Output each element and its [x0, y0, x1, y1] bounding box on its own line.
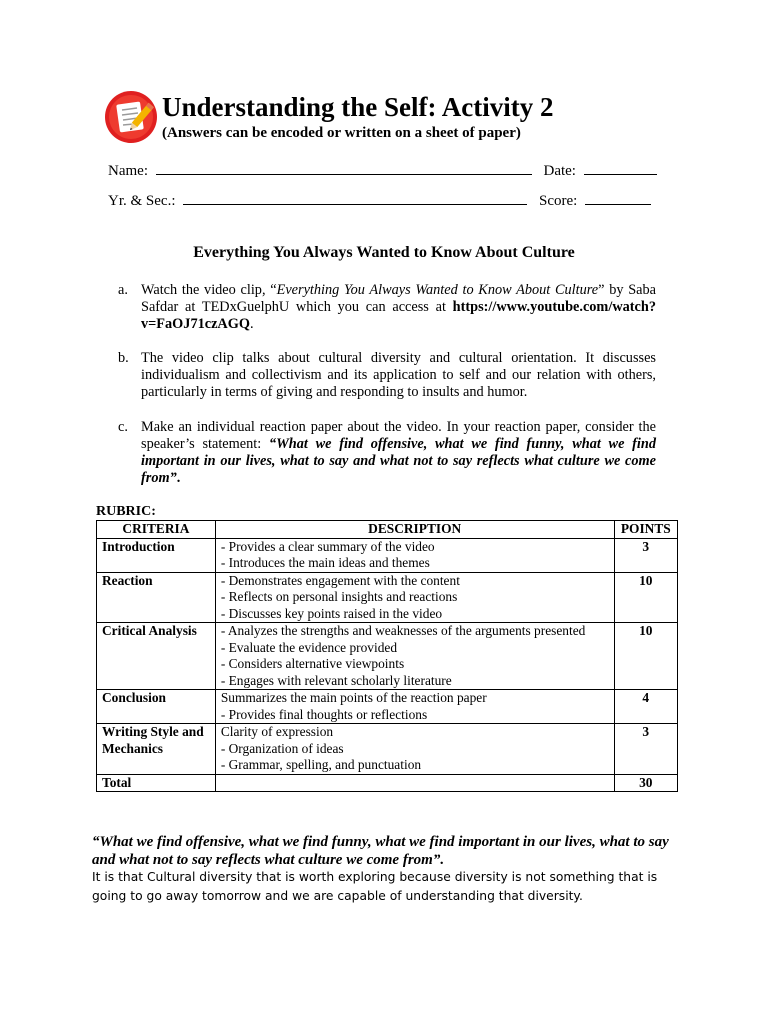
video-link[interactable]: https://www.youtube.com/watch?v=FaOJ71czAGQ [141, 299, 656, 332]
table-row [97, 690, 678, 724]
page-title: Understanding the Self: Activity 2 [162, 92, 554, 122]
video-title: Everything You Always Wanted to Know About Culture [276, 282, 599, 298]
rubric-table [96, 520, 678, 792]
column-header-points: POINTS [614, 521, 677, 539]
item-text: The video clip talks about cultural diversity and cultural orientation. It discusses individualism and collectivism and its application to self and our relation with others, particularly in terms of giving and responding to insults and humor. [141, 350, 656, 400]
rubric-label: RUBRIC: [96, 504, 156, 519]
points-cell: 3 [614, 724, 677, 775]
item-text [141, 282, 656, 333]
speaker-quote: “What we find offensive, what we find funny, what we find important in our lives, what to say and what not to say reflects what culture we come from” [141, 436, 656, 486]
description-line: - Provides a clear summary of the video [220, 538, 435, 554]
description-cell [215, 724, 614, 775]
description-line: - Discusses key points raised in the video [220, 605, 443, 621]
score-label: Score: [539, 193, 578, 209]
description-line: Clarity of expression [220, 724, 334, 739]
section-title: Everything You Always Wanted to Know About Culture [193, 244, 575, 261]
criteria-cell: Introduction [97, 538, 216, 572]
description-line: - Provides final thoughts or reflections [220, 706, 428, 722]
description-line: - Introduces the main ideas and themes [220, 555, 430, 570]
description-line: - Grammar, spelling, and punctuation [220, 757, 422, 772]
total-points: 30 [614, 774, 677, 792]
item-text-post: . [176, 470, 181, 486]
item-text [141, 419, 656, 487]
item-text-pre: Watch the video clip, “ [141, 282, 277, 298]
column-header-criteria: CRITERIA [97, 521, 216, 539]
item-label: a. [118, 282, 128, 298]
points-cell: 10 [614, 623, 677, 690]
item-label: c. [118, 419, 128, 435]
description-line: - Considers alternative viewpoints [220, 656, 405, 671]
instruction-item-a [118, 282, 656, 333]
column-header-description: DESCRIPTION [215, 521, 614, 539]
criteria-cell: Reaction [97, 572, 216, 623]
points-cell: 10 [614, 572, 677, 623]
answer-quote: “What we find offensive, what we find funny, what we find important in our lives, what to say and what not to say reflects what culture we come from”. [92, 834, 669, 868]
instruction-item-b [118, 350, 656, 401]
criteria-cell: Critical Analysis [97, 623, 216, 690]
description-line: - Organization of ideas [220, 740, 344, 756]
name-date-row [108, 160, 657, 180]
instruction-item-c [118, 419, 656, 487]
description-line: Summarizes the main points of the reaction paper [220, 690, 487, 705]
points-cell: 3 [614, 538, 677, 572]
table-row [97, 538, 678, 572]
yr-sec-score-row [108, 190, 651, 210]
table-header-row [97, 521, 678, 539]
description-cell [215, 623, 614, 690]
description-line: - Reflects on personal insights and reactions [220, 589, 458, 604]
total-row [97, 774, 678, 792]
description-cell [215, 572, 614, 623]
page-subtitle: (Answers can be encoded or written on a sheet of paper) [162, 125, 521, 141]
date-label: Date: [543, 163, 576, 179]
points-cell: 4 [614, 690, 677, 724]
name-field[interactable] [156, 160, 532, 175]
criteria-cell: Conclusion [97, 690, 216, 724]
pencil-paper-icon [104, 90, 158, 144]
name-label: Name: [108, 163, 148, 179]
description-cell [215, 690, 614, 724]
table-row [97, 724, 678, 775]
total-label: Total [97, 774, 216, 792]
table-row [97, 572, 678, 623]
answer-text: It is that Cultural diversity that is worth exploring because diversity is not something that is going to go away tomorrow and we are capable of understanding that diversity. [92, 870, 658, 903]
item-text-pre: Make an individual reaction paper about the video. In your reaction paper, consider the speaker’s statement: [141, 419, 656, 452]
description-line: - Evaluate the evidence provided [220, 639, 398, 655]
item-text-mid: ” by Saba Safdar at TEDxGuelphU which you can access at [141, 282, 657, 315]
item-text-post: . [250, 316, 254, 332]
criteria-cell: Writing Style and Mechanics [97, 724, 216, 775]
description-cell [215, 538, 614, 572]
yr-sec-field[interactable] [183, 190, 527, 205]
date-field[interactable] [584, 160, 657, 175]
description-line: - Demonstrates engagement with the content [220, 572, 460, 588]
item-label: b. [118, 350, 129, 366]
total-description-cell [215, 774, 614, 792]
description-line: - Analyzes the strengths and weaknesses of the arguments presented [220, 623, 586, 638]
table-row [97, 623, 678, 690]
yr-sec-label: Yr. & Sec.: [108, 193, 176, 209]
description-line: - Engages with relevant scholarly literature [220, 672, 452, 688]
score-field[interactable] [585, 190, 651, 205]
